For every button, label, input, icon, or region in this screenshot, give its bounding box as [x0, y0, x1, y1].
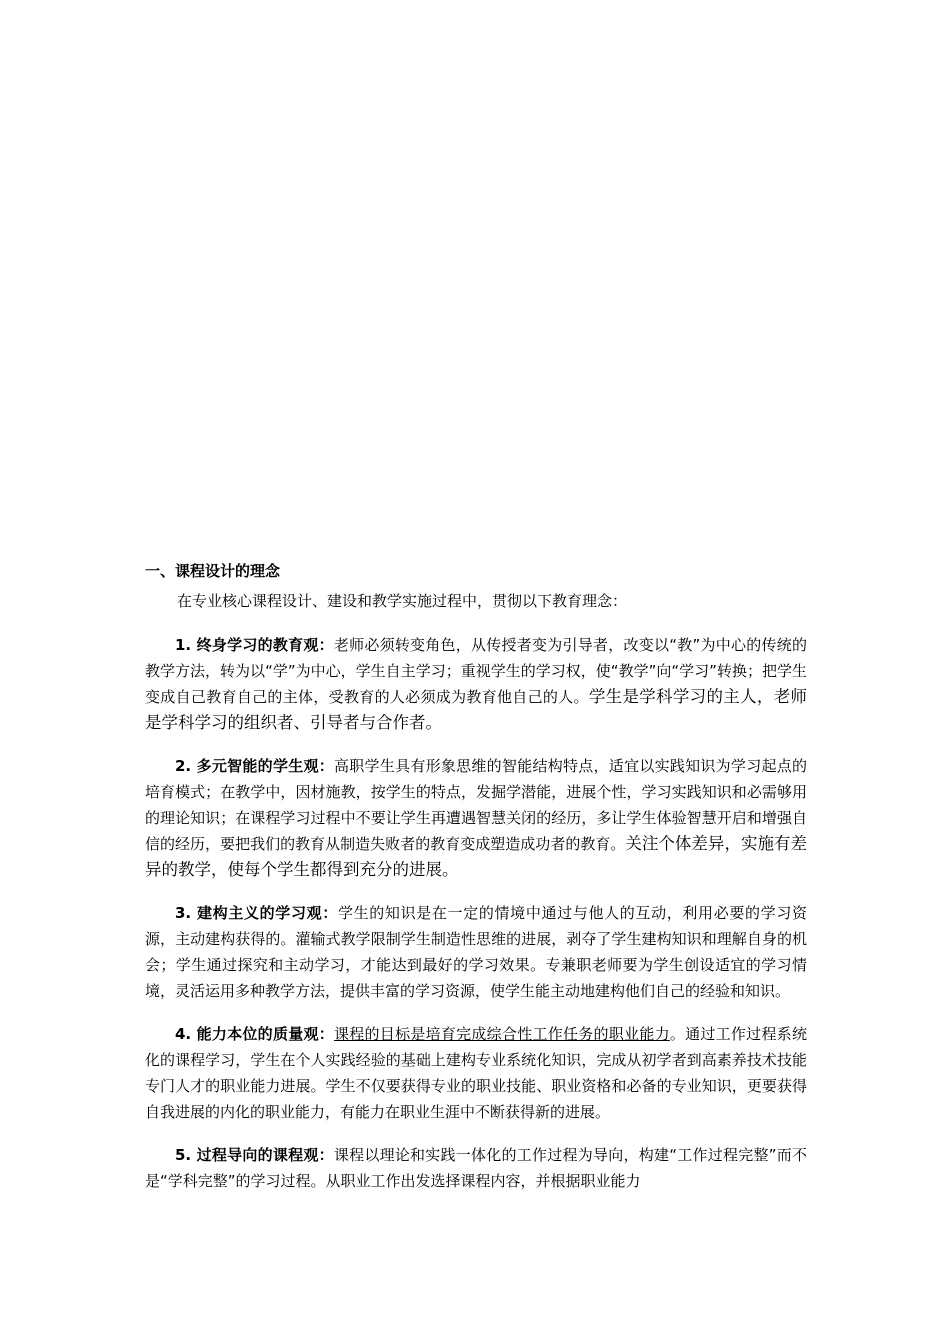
paragraph-lifelong-learning [145, 632, 807, 736]
paragraph-multiple-intelligences [145, 753, 807, 883]
paragraph-process-oriented [145, 1142, 807, 1194]
paragraph-label: 3. 建构主义的学习观： [175, 904, 338, 922]
paragraph-text: 高职学生具有形象思维的智能结构特点，适宜以实践知识为学习起点的培育模式；在教学中，因材施教，按学生的特点，发掘学潜能，进展个性，学习实践知识和必需够用的理论知识；在课程学习过程中不要让学生再遭遇智慧关闭的经历，多让学生体验智慧开启和增强自信的经历，要把我们的教育从制造失败者的教育变成塑造成功者的教育。 [145, 757, 807, 853]
intro-paragraph: 在专业核心课程设计、建设和教学实施过程中，贯彻以下教育理念： [177, 592, 628, 610]
paragraph-label: 1. 终身学习的教育观： [175, 636, 334, 654]
paragraph-label: 4. 能力本位的质量观： [175, 1025, 335, 1043]
paragraph-text: 学生的知识是在一定的情境中通过与他人的互动，利用必要的学习资源，主动建构获得的。灌输式教学限制学生制造性思维的进展，剥夺了学生建构知识和理解自身的机会；学生通过探究和主动学习，才能达到最好的学习效果。专兼职老师要为学生创设适宜的学习情境，灵活运用多种教学方法，提供丰富的学习资源，使学生能主动地建构他们自己的经验和知识。 [145, 904, 807, 1000]
paragraph-competency-based [145, 1021, 807, 1125]
paragraph-text: 课程以理论和实践一体化的工作过程为导向，构建“工作过程完整”而不是“学科完整”的学习过程。从职业工作出发选择课程内容，并根据职业能力 [145, 1146, 808, 1190]
paragraph-underlined-text: 课程的目标是培育完成综合性工作任务的职业能力 [334, 1025, 670, 1043]
paragraph-text: 。通过工作过程系统化的课程学习，学生在个人实践经验的基础上建构专业系统化知识，完成从初学者到高素养技术技能专门人才的职业能力进展。学生不仅要获得专业的职业技能、职业资格和必备的专业知识，更要获得自我进展的内化的职业能力，有能力在职业生涯中不断获得新的进展。 [145, 1025, 807, 1121]
paragraph-text: 老师必须转变角色，从传授者变为引导者，改变以“教”为中心的传统的教学方法，转为以“学”为中心，学生自主学习；重视学生的学习权，使“教学”向“学习”转换；把学生变成自己教育自己的主体，受教育的人必须成为教育他自己的人。 [145, 636, 808, 706]
paragraph-label: 5. 过程导向的课程观： [175, 1146, 334, 1164]
section-heading: 一、课程设计的理念 [145, 562, 281, 580]
paragraph-tail: 关注个体差异，实施有差异的教学，使每个学生都得到充分的进展。 [145, 834, 807, 879]
paragraph-label: 2. 多元智能的学生观： [175, 757, 335, 775]
paragraph-tail: 学生是学科学习的主人，老师是学科学习的组织者、引导者与合作者。 [145, 687, 807, 732]
paragraph-constructivism [145, 900, 807, 1004]
document-page [145, 558, 807, 1211]
